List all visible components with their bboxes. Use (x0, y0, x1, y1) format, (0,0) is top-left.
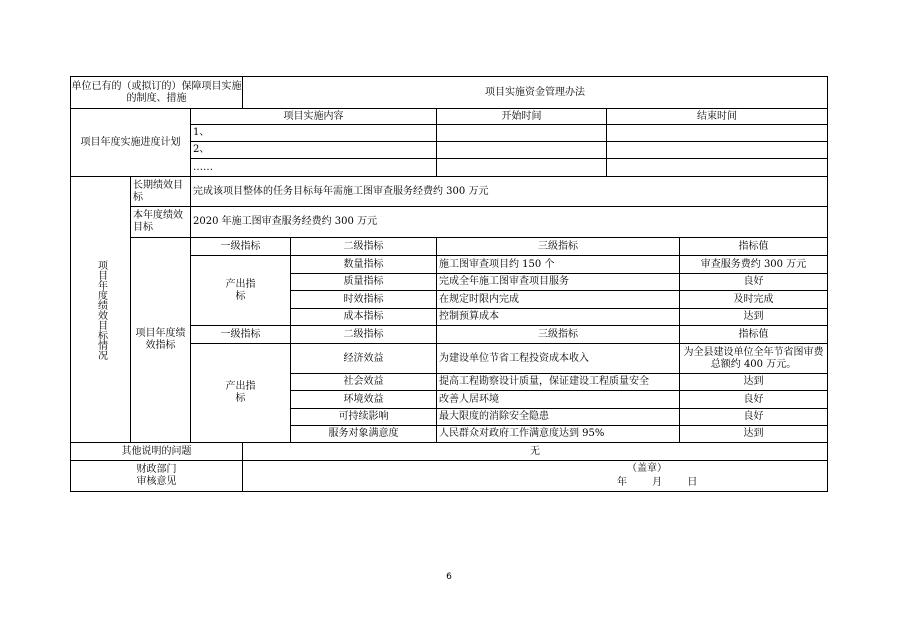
finance-label-line2: 审核意见 (136, 476, 177, 487)
output-l3: 控制预算成本 (436, 308, 680, 326)
schedule-col-end: 结束时间 (606, 108, 828, 125)
effect-l2: 服务对象满意度 (290, 425, 437, 443)
output-indicator-label (190, 255, 291, 326)
hdr-level1: 一级指标 (190, 325, 291, 344)
effect-indicator-label (190, 343, 291, 443)
hdr-value: 指标值 (679, 237, 828, 256)
measures-value: 项目实施资金管理办法 (242, 76, 828, 109)
finance-label (70, 460, 243, 492)
schedule-col-start: 开始时间 (436, 108, 607, 125)
effect-value: 为全县建设单位全年节省图审费总额约 400 万元。 (679, 343, 828, 374)
page-number: 6 (446, 572, 452, 582)
hdr-level2: 二级指标 (290, 325, 437, 344)
effect-l3: 人民群众对政府工作满意度达到 95% (436, 425, 680, 443)
effect-l3: 提高工程勘察设计质量，保证建设工程质量安全 (436, 373, 680, 391)
schedule-row-2: 2、 (190, 141, 437, 159)
finance-label-line1: 财政部门 (136, 464, 177, 475)
output-l3: 完成全年施工图审查项目服务 (436, 273, 680, 291)
perf-section-text: 项目年度绩效目标情况 (95, 259, 107, 360)
schedule-row-3: …… (190, 158, 437, 177)
output-l2: 时效指标 (290, 290, 437, 309)
long-term-value: 完成该项目整体的任务目标每年需施工图审查服务经费约 300 万元 (190, 176, 828, 207)
effect-indicator-text: 产出指标 (225, 381, 256, 404)
annual-goal-value: 2020 年施工图审查服务经费约 300 万元 (190, 206, 828, 238)
other-value: 无 (242, 442, 828, 461)
output-l2: 质量指标 (290, 273, 437, 291)
long-term-label: 长期绩效目标 (130, 176, 191, 207)
output-l3: 在规定时限内完成 (436, 290, 680, 309)
schedule-row-2-end (606, 141, 828, 159)
hdr-value: 指标值 (679, 325, 828, 344)
effect-l2: 环境效益 (290, 390, 437, 409)
measures-label: 单位已有的（或拟订的）保障项目实施的制度、措施 (70, 76, 243, 109)
schedule-row-1-end (606, 124, 828, 142)
output-value: 良好 (679, 273, 828, 291)
schedule-row-3-start (436, 158, 607, 177)
hdr-level2: 二级指标 (290, 237, 437, 256)
output-value: 审查服务费约 300 万元 (679, 255, 828, 274)
seal-text: （盖章） (627, 463, 667, 474)
output-indicator-text: 产出指标 (225, 278, 256, 302)
output-value: 达到 (679, 308, 828, 326)
schedule-col-content: 项目实施内容 (190, 108, 437, 125)
date-text: 年 月 日 (617, 477, 698, 488)
effect-l3: 最大限度的消除安全隐患 (436, 408, 680, 426)
output-value: 及时完成 (679, 290, 828, 309)
effect-value: 达到 (679, 425, 828, 443)
indicators-label: 项目年度绩效指标 (130, 237, 191, 443)
output-l3: 施工图审查项目约 150 个 (436, 255, 680, 274)
hdr-level1: 一级指标 (190, 237, 291, 256)
effect-l2: 经济效益 (290, 343, 437, 374)
effect-value: 达到 (679, 373, 828, 391)
effect-l2: 社会效益 (290, 373, 437, 391)
output-l2: 数量指标 (290, 255, 437, 274)
schedule-row-1-start (436, 124, 607, 142)
effect-value: 良好 (679, 390, 828, 409)
effect-l3: 为建设单位节省工程投资成本收入 (436, 343, 680, 374)
output-l2: 成本指标 (290, 308, 437, 326)
hdr-level3: 三级指标 (436, 325, 680, 344)
schedule-row-3-end (606, 158, 828, 177)
perf-section-label (70, 176, 131, 443)
annual-goal-label: 本年度绩效目标 (130, 206, 191, 238)
other-label: 其他说明的问题 (70, 442, 243, 461)
effect-l3: 改善人居环境 (436, 390, 680, 409)
schedule-row-2-start (436, 141, 607, 159)
effect-l2: 可持续影响 (290, 408, 437, 426)
schedule-label: 项目年度实施进度计划 (70, 108, 191, 177)
hdr-level3: 三级指标 (436, 237, 680, 256)
schedule-row-1: 1、 (190, 124, 437, 142)
finance-value (242, 460, 828, 492)
effect-value: 良好 (679, 408, 828, 426)
